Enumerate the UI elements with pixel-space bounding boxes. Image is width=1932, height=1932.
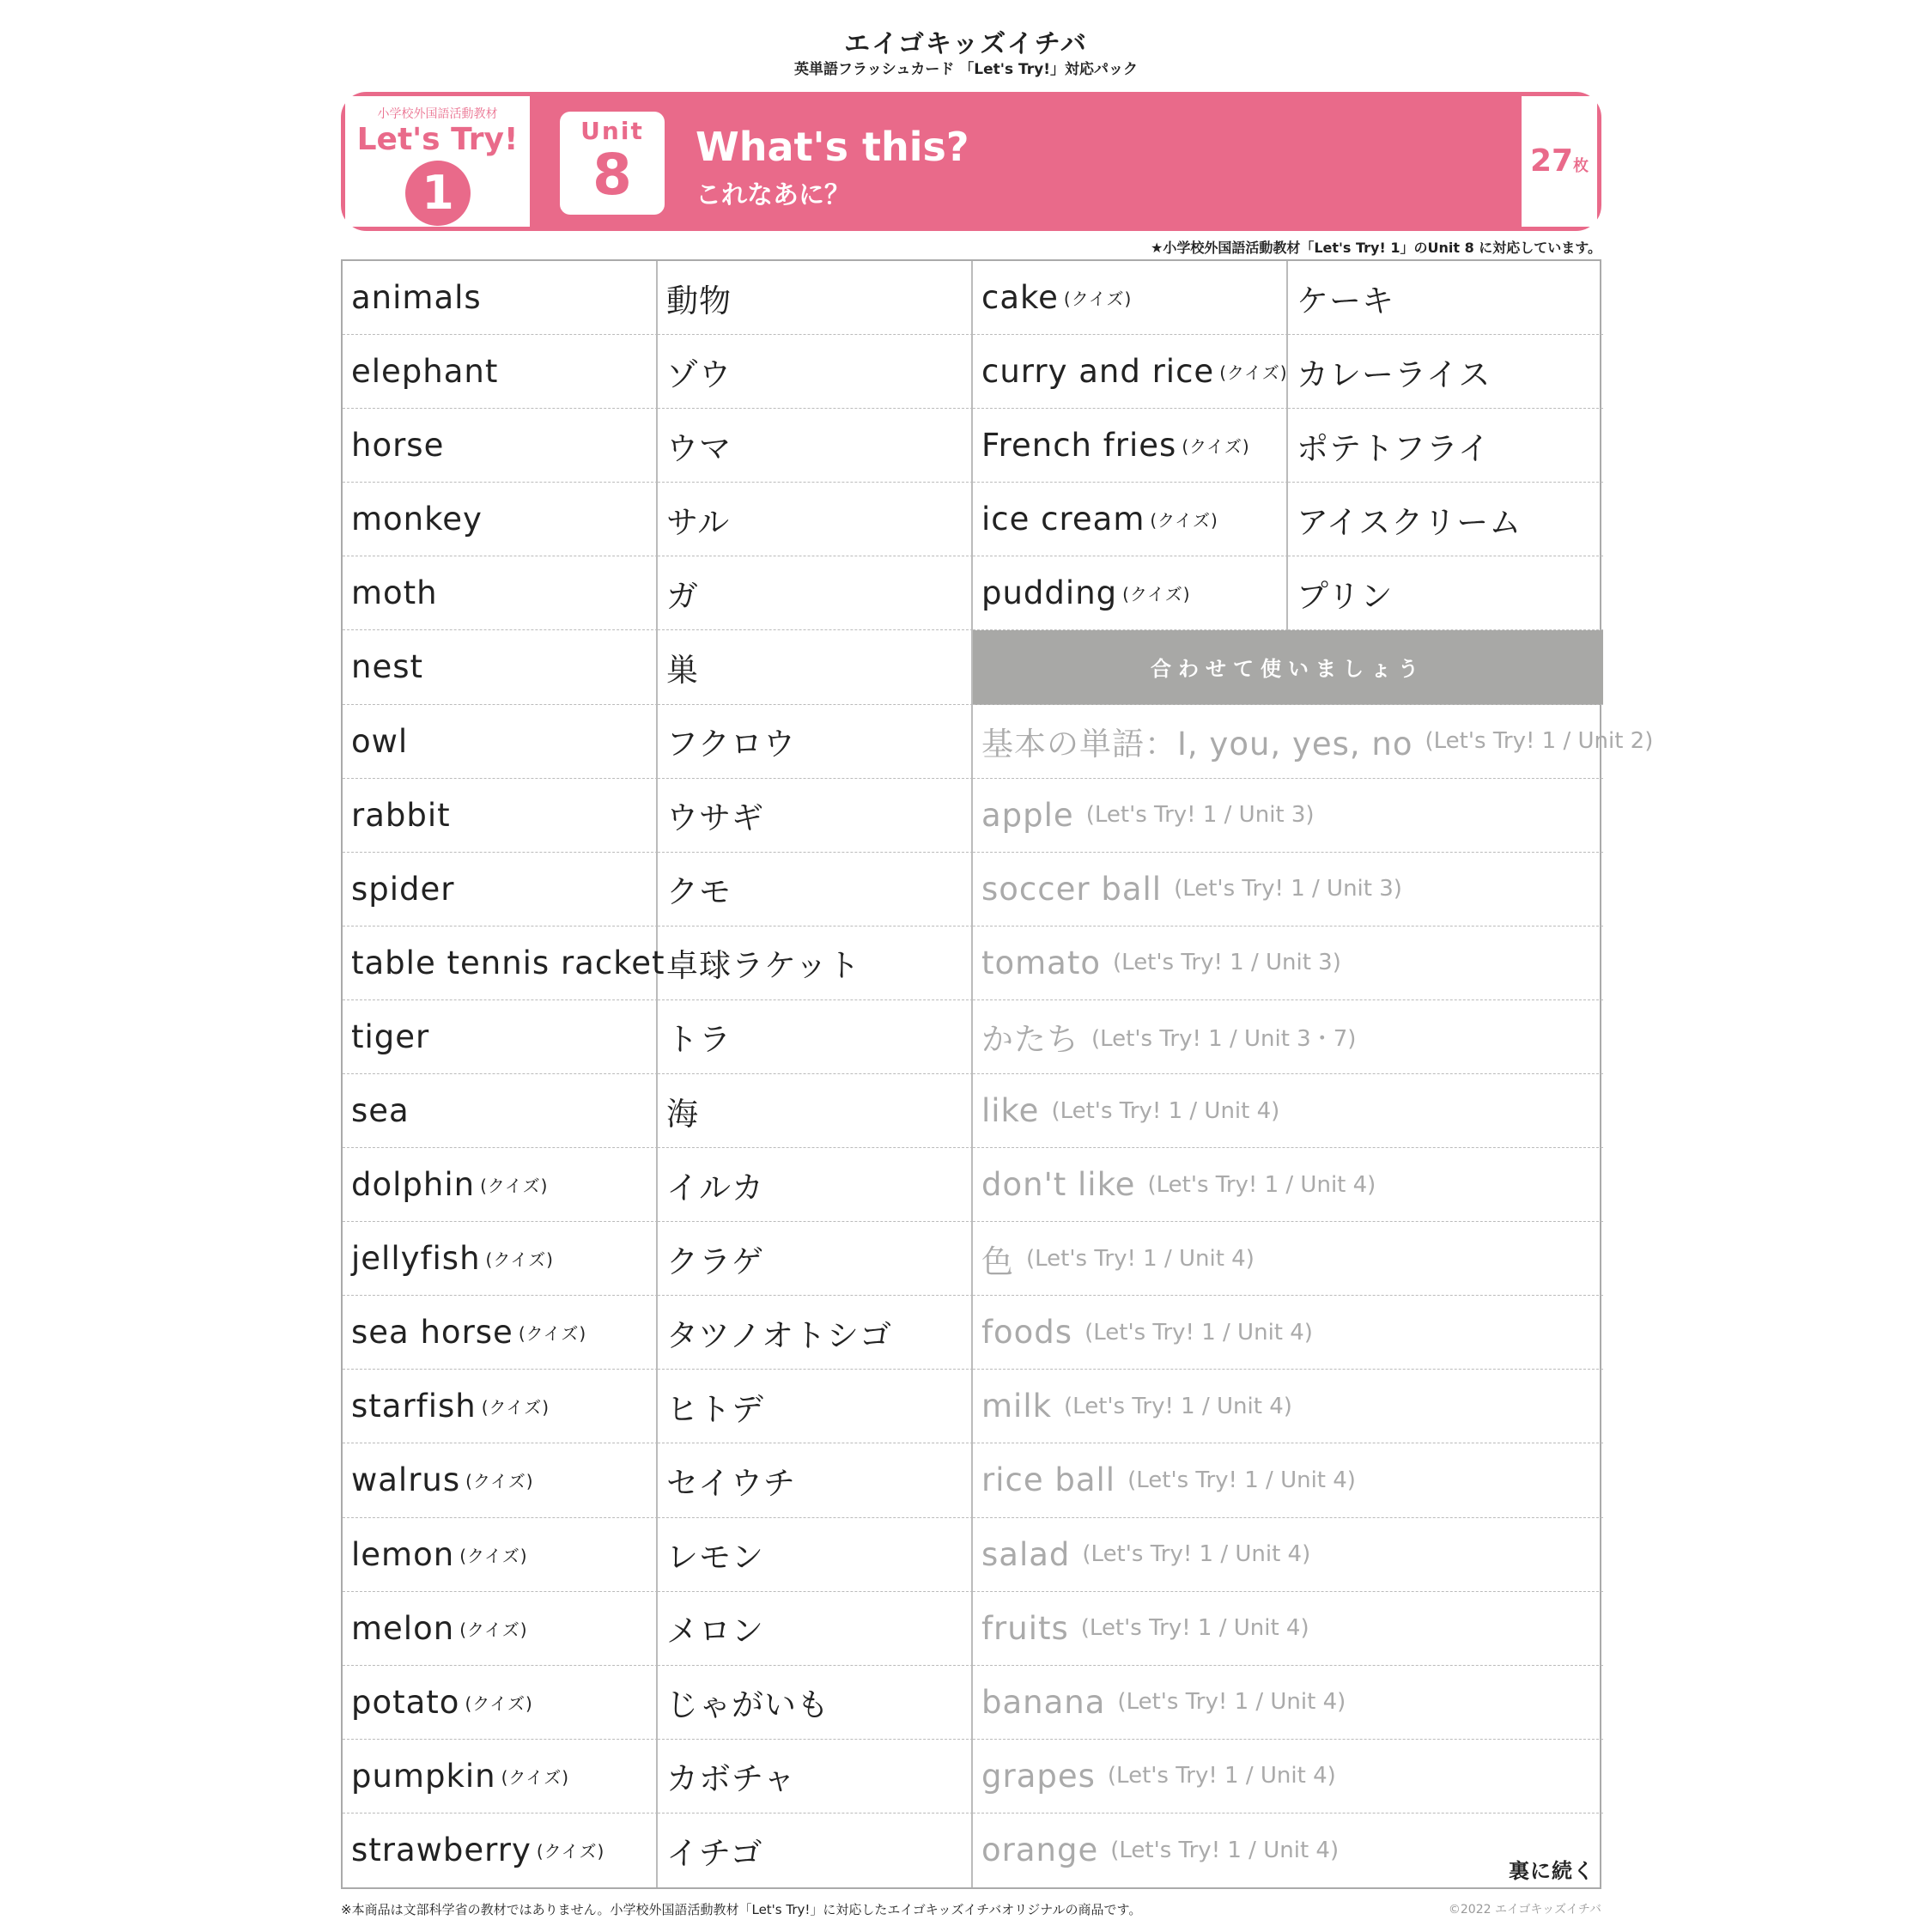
related-word-row	[973, 1296, 1603, 1370]
word-ja-cell	[658, 927, 973, 1000]
word-ja-cell	[658, 1296, 973, 1370]
word-en: monkey	[351, 501, 483, 538]
related-word: like	[981, 1092, 1040, 1130]
related-word-row	[973, 1148, 1603, 1222]
word-ja: カレーライス	[1297, 355, 1492, 393]
related-word-row	[973, 1740, 1603, 1814]
word-en: ice cream	[981, 501, 1145, 538]
related-word: foods	[981, 1314, 1073, 1352]
quiz-tag: (クイズ)	[481, 1397, 550, 1419]
word-ja-cell	[658, 261, 973, 335]
word-en-cell	[343, 1148, 658, 1222]
word-en: curry and rice	[981, 353, 1215, 391]
related-word-row	[973, 1666, 1603, 1740]
word-ja: ケーキ	[1297, 282, 1394, 319]
word-ja-cell	[1288, 483, 1603, 556]
continued-label: 裏に続く	[1509, 1859, 1595, 1883]
grade-number: 1	[405, 161, 471, 226]
word-en: pudding	[981, 574, 1118, 612]
word-en-cell	[343, 853, 658, 927]
word-en-cell	[343, 1370, 658, 1443]
unit-title: What's this?	[696, 124, 969, 170]
word-en: cake	[981, 279, 1059, 317]
word-ja-cell	[658, 1074, 973, 1148]
related-word: 色	[981, 1242, 1014, 1280]
word-en-cell	[973, 261, 1288, 335]
quiz-tag: (クイズ)	[485, 1249, 554, 1271]
word-en-cell	[343, 556, 658, 630]
word-ja: サル	[666, 503, 731, 541]
related-reference: (Let's Try! 1 / Unit 4)	[1080, 1615, 1309, 1642]
word-ja: アイスクリーム	[1297, 503, 1522, 541]
word-ja-cell	[1288, 409, 1603, 483]
related-word-row	[973, 779, 1603, 853]
word-en-cell	[343, 927, 665, 1000]
word-en: jellyfish	[351, 1240, 481, 1278]
copyright: ©2022 エイゴキッズイチバ	[1448, 1903, 1601, 1917]
word-ja: トラ	[666, 1021, 732, 1059]
unit-title-ja: これなあに？	[696, 180, 850, 210]
word-ja: フクロウ	[666, 726, 796, 763]
related-reference: (Let's Try! 1 / Unit 4)	[1084, 1319, 1313, 1346]
related-reference: (Let's Try! 1 / Unit 4)	[1147, 1171, 1376, 1198]
combine-banner: 合わせて使いましょう	[973, 630, 1603, 704]
quiz-tag: (クイズ)	[1219, 362, 1288, 384]
word-ja-cell	[658, 556, 973, 630]
unit-number: 8	[592, 142, 632, 208]
word-en: strawberry	[351, 1832, 532, 1869]
related-word: 基本の単語：I, you, yes, no	[981, 726, 1413, 763]
word-ja: クモ	[666, 873, 732, 911]
word-ja: ガ	[666, 577, 699, 615]
quiz-tag: (クイズ)	[1122, 584, 1191, 605]
related-word: banana	[981, 1683, 1106, 1721]
word-ja: カボチャ	[666, 1760, 796, 1798]
related-word: rice ball	[981, 1461, 1116, 1499]
unit-badge	[560, 112, 665, 215]
disclaimer: ※本商品は文部科学省の教材ではありません。小学校外国語活動教材「Let's Try!」に対応したエイゴキッズイチバオリジナルの商品です。	[341, 1902, 1142, 1917]
word-ja: ゾウ	[666, 355, 732, 393]
word-en-cell	[343, 1666, 658, 1740]
related-reference: (Let's Try! 1 / Unit 4)	[1051, 1097, 1280, 1124]
word-ja-cell	[658, 779, 973, 853]
word-en-cell	[973, 409, 1288, 483]
word-ja: レモン	[666, 1539, 764, 1577]
related-reference: (Let's Try! 1 / Unit 4)	[1107, 1763, 1336, 1789]
quiz-tag: (クイズ)	[465, 1471, 534, 1492]
word-ja-cell	[658, 1814, 973, 1887]
word-ja-cell	[658, 1148, 973, 1222]
word-ja-cell	[658, 409, 973, 483]
word-en: potato	[351, 1683, 460, 1721]
quiz-tag: (クイズ)	[1150, 510, 1218, 532]
word-en: pumpkin	[351, 1757, 496, 1795]
word-en: table tennis racket	[351, 944, 665, 981]
word-en: walrus	[351, 1461, 461, 1499]
word-ja-cell	[658, 335, 973, 409]
word-ja: セイウチ	[666, 1464, 796, 1502]
related-reference: (Let's Try! 1 / Unit 4)	[1117, 1689, 1346, 1716]
word-en: owl	[351, 722, 409, 760]
related-word-row	[973, 1370, 1603, 1443]
quiz-tag: (クイズ)	[536, 1841, 605, 1862]
word-en-cell	[343, 1443, 658, 1517]
word-ja-cell	[1288, 556, 1603, 630]
word-ja-cell	[658, 853, 973, 927]
word-en-cell	[343, 1740, 658, 1814]
word-ja-cell	[658, 483, 973, 556]
related-word-row	[973, 1443, 1603, 1517]
related-word: salad	[981, 1535, 1071, 1573]
related-reference: (Let's Try! 1 / Unit 4)	[1110, 1837, 1340, 1863]
word-en: moth	[351, 574, 438, 612]
quiz-tag: (クイズ)	[465, 1692, 533, 1714]
word-en: sea horse	[351, 1314, 513, 1352]
word-ja-cell	[658, 1443, 973, 1517]
word-en-cell	[343, 779, 658, 853]
word-en-cell	[343, 483, 658, 556]
word-ja: ヒトデ	[666, 1390, 764, 1428]
related-word: fruits	[981, 1609, 1069, 1647]
word-ja: イルカ	[666, 1169, 764, 1206]
card-count-unit: 枚	[1573, 157, 1589, 175]
word-en-cell	[343, 705, 658, 779]
quiz-tag: (クイズ)	[501, 1766, 570, 1788]
related-word-row	[973, 705, 1654, 779]
word-en: melon	[351, 1609, 455, 1647]
word-en: lemon	[351, 1535, 455, 1573]
word-en-cell	[343, 1814, 658, 1887]
card-count	[1522, 96, 1597, 227]
word-ja: クラゲ	[666, 1242, 764, 1280]
word-en-cell	[343, 630, 658, 704]
word-en: animals	[351, 279, 482, 317]
word-ja-cell	[658, 1518, 973, 1592]
quiz-tag: (クイズ)	[459, 1619, 528, 1640]
related-word-row	[973, 853, 1603, 927]
word-ja-cell	[658, 1000, 973, 1074]
word-ja-cell	[658, 630, 973, 704]
related-word: soccer ball	[981, 870, 1163, 908]
word-ja-cell	[658, 1370, 973, 1443]
word-en-cell	[343, 1074, 658, 1148]
word-ja: イチゴ	[666, 1834, 763, 1872]
vocabulary-table	[341, 259, 1654, 1889]
word-ja: 卓球ラケット	[666, 947, 861, 985]
word-en: tiger	[351, 1018, 430, 1055]
word-en: nest	[351, 648, 423, 686]
textbook-badge	[345, 96, 530, 227]
word-en-cell	[343, 1518, 658, 1592]
related-word-row	[973, 1000, 1603, 1074]
related-reference: (Let's Try! 1 / Unit 2)	[1425, 728, 1654, 755]
quiz-tag: (クイズ)	[1182, 436, 1250, 458]
word-ja-cell	[658, 1592, 973, 1666]
related-word-row	[973, 1592, 1603, 1666]
word-ja: ウサギ	[666, 799, 764, 837]
related-word-row	[973, 927, 1603, 1000]
word-en: starfish	[351, 1388, 477, 1425]
word-ja-cell	[1288, 261, 1603, 335]
related-word-row	[973, 1222, 1603, 1296]
related-word: milk	[981, 1388, 1053, 1425]
related-word: かたち	[981, 1021, 1079, 1059]
word-ja: 巣	[666, 651, 699, 689]
related-word: apple	[981, 796, 1074, 834]
word-ja: ポテトフライ	[1297, 429, 1491, 467]
unit-header	[341, 92, 1601, 231]
textbook-label: 小学校外国語活動教材	[377, 107, 498, 121]
related-reference: (Let's Try! 1 / Unit 4)	[1082, 1541, 1311, 1568]
related-reference: (Let's Try! 1 / Unit 4)	[1127, 1467, 1356, 1493]
product-subtitle: 英単語フラッシュカード 「Let's Try!」対応パック	[794, 61, 1138, 78]
quiz-tag: (クイズ)	[1063, 289, 1133, 310]
related-word-row	[973, 1814, 1603, 1887]
quiz-tag: (クイズ)	[518, 1323, 587, 1345]
word-ja-cell	[658, 705, 973, 779]
related-word-row	[973, 1518, 1603, 1592]
word-en: French fries	[981, 427, 1177, 465]
unit-note: ★小学校外国語活動教材「Let's Try! 1」のUnit 8 に対応しています。	[1150, 240, 1601, 256]
word-ja: 海	[666, 1095, 699, 1133]
quiz-tag: (クイズ)	[459, 1545, 528, 1566]
related-reference: (Let's Try! 1 / Unit 3)	[1174, 876, 1402, 902]
word-en-cell	[343, 261, 658, 335]
related-reference: (Let's Try! 1 / Unit 4)	[1064, 1393, 1292, 1419]
word-en: dolphin	[351, 1166, 476, 1204]
word-en: spider	[351, 870, 455, 908]
word-ja: タツノオトシゴ	[666, 1316, 893, 1354]
word-en: sea	[351, 1092, 410, 1130]
word-ja: メロン	[666, 1613, 764, 1650]
word-ja: 動物	[666, 282, 732, 319]
word-ja-cell	[658, 1666, 973, 1740]
word-en-cell	[973, 335, 1288, 409]
textbook-name: Let's Try!	[356, 122, 519, 157]
word-en-cell	[343, 1000, 658, 1074]
word-ja-cell	[658, 1222, 973, 1296]
word-en-cell	[343, 409, 658, 483]
word-ja-cell	[1288, 335, 1603, 409]
related-word: orange	[981, 1832, 1099, 1869]
related-reference: (Let's Try! 1 / Unit 3)	[1113, 950, 1341, 976]
word-en-cell	[973, 556, 1288, 630]
unit-label: Unit	[580, 117, 644, 145]
related-word: grapes	[981, 1757, 1096, 1795]
related-reference: (Let's Try! 1 / Unit 3)	[1085, 802, 1315, 829]
word-en-cell	[973, 483, 1288, 556]
word-en-cell	[343, 1592, 658, 1666]
word-ja: じゃがいも	[666, 1686, 829, 1724]
word-en: horse	[351, 427, 445, 465]
word-en: rabbit	[351, 796, 451, 834]
related-reference: (Let's Try! 1 / Unit 3・7)	[1091, 1025, 1357, 1052]
related-word-row	[973, 1074, 1603, 1148]
word-ja: プリン	[1297, 577, 1394, 615]
card-count-value: 27	[1529, 143, 1574, 179]
word-en: elephant	[351, 353, 499, 391]
brand-logo: エイゴキッズイチバ	[844, 29, 1088, 59]
quiz-tag: (クイズ)	[480, 1176, 549, 1197]
related-reference: (Let's Try! 1 / Unit 4)	[1026, 1245, 1255, 1272]
word-en-cell	[343, 335, 658, 409]
related-word: tomato	[981, 944, 1102, 981]
related-word: don't like	[981, 1166, 1136, 1204]
word-en-cell	[343, 1222, 658, 1296]
word-en-cell	[343, 1296, 658, 1370]
word-ja: ウマ	[666, 429, 732, 467]
word-ja-cell	[658, 1740, 973, 1814]
